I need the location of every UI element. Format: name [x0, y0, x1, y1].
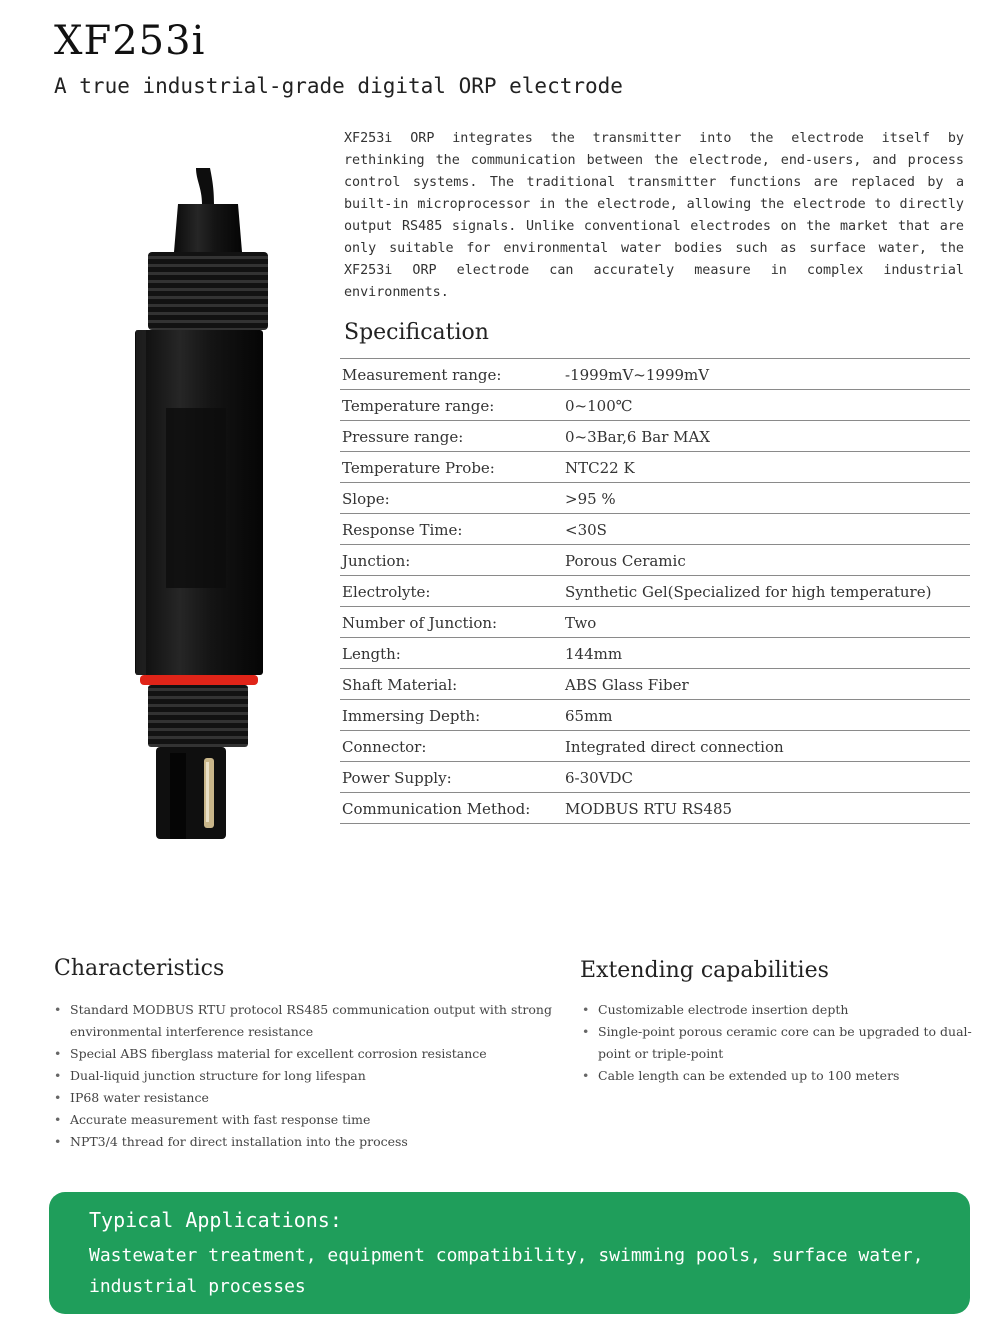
spec-row: [340, 545, 970, 576]
list-item: • Single-point porous ceramic core can be upgraded to dual-point or triple-point: [582, 1021, 977, 1065]
spec-label: Junction:: [342, 552, 411, 570]
spec-row: [340, 359, 970, 390]
list-item: • Special ABS fiberglass material for excellent corrosion resistance: [54, 1043, 559, 1065]
spec-label: Electrolyte:: [342, 583, 431, 601]
spec-label: Immersing Depth:: [342, 707, 481, 725]
list-item: • Standard MODBUS RTU protocol RS485 communication output with strong environmental interference resistance: [54, 999, 559, 1043]
list-item: • Cable length can be extended up to 100 meters: [582, 1065, 977, 1087]
spec-label: Length:: [342, 645, 401, 663]
spec-row: [340, 762, 970, 793]
list-item: • Dual-liquid junction structure for long lifespan: [54, 1065, 559, 1087]
extending-list: [582, 999, 977, 1087]
spec-value: -1999mV~1999mV: [565, 366, 710, 384]
applications-heading: Typical Applications:: [89, 1208, 342, 1232]
spec-label: Measurement range:: [342, 366, 502, 384]
spec-value: MODBUS RTU RS485: [565, 800, 733, 818]
spec-row: [340, 731, 970, 762]
product-subtitle: A true industrial-grade digital ORP electrode: [54, 74, 623, 98]
spec-label: Temperature range:: [342, 397, 495, 415]
spec-row: [340, 669, 970, 700]
spec-value: NTC22 K: [565, 459, 635, 477]
list-item: • Accurate measurement with fast response time: [54, 1109, 559, 1131]
extending-heading: Extending capabilities: [580, 958, 829, 983]
spec-row: [340, 607, 970, 638]
spec-label: Slope:: [342, 490, 390, 508]
list-item: • Customizable electrode insertion depth: [582, 999, 977, 1021]
list-item: • IP68 water resistance: [54, 1087, 559, 1109]
spec-row: [340, 514, 970, 545]
spec-label: Connector:: [342, 738, 427, 756]
spec-label: Temperature Probe:: [342, 459, 495, 477]
spec-label: Number of Junction:: [342, 614, 498, 632]
characteristics-heading: Characteristics: [54, 956, 225, 981]
spec-value: Porous Ceramic: [565, 552, 686, 570]
characteristics-list: [54, 999, 559, 1153]
spec-value: 0~100℃: [565, 397, 633, 415]
spec-value: Two: [565, 614, 597, 632]
electrode-image: [120, 168, 290, 858]
intro-paragraph: XF253i ORP integrates the transmitter into the electrode itself by rethinking the communication between the electrode, end-users, and process control systems. The traditional transmitter functions are replaced by a built-in microprocessor in the electrode, allowing the electrode to directly output RS485 signals. Unlike conventional electrodes on the market that are only suitable for environmental water bodies such as surface water, the XF253i ORP electrode can accurately measure in complex industrial environments.: [344, 131, 964, 300]
spec-label: Response Time:: [342, 521, 463, 539]
spec-value: Synthetic Gel(Specialized for high temperature): [565, 583, 932, 601]
applications-panel: [49, 1192, 970, 1314]
spec-value: ABS Glass Fiber: [565, 676, 689, 694]
spec-value: 144mm: [565, 645, 623, 663]
applications-text: Wastewater treatment, equipment compatibility, swimming pools, surface water, industrial processes: [89, 1245, 924, 1297]
spec-label: Shaft Material:: [342, 676, 458, 694]
spec-label: Power Supply:: [342, 769, 452, 787]
spec-row: [340, 793, 970, 824]
spec-row: [340, 638, 970, 669]
spec-value: 0~3Bar,6 Bar MAX: [565, 428, 710, 446]
list-item: • NPT3/4 thread for direct installation into the process: [54, 1131, 559, 1153]
product-title: XF253i: [54, 18, 206, 64]
spec-row: [340, 421, 970, 452]
spec-value: >95 %: [565, 490, 616, 508]
specification-heading: Specification: [344, 320, 489, 345]
spec-label: Communication Method:: [342, 800, 531, 818]
spec-row: [340, 700, 970, 731]
spec-row: [340, 576, 970, 607]
spec-row: [340, 452, 970, 483]
spec-row: [340, 483, 970, 514]
spec-label: Pressure range:: [342, 428, 464, 446]
spec-value: 6-30VDC: [565, 769, 634, 787]
spec-value: 65mm: [565, 707, 613, 725]
spec-value: <30S: [565, 521, 607, 539]
specification-table: [340, 358, 970, 824]
spec-row: [340, 390, 970, 421]
spec-value: Integrated direct connection: [565, 738, 784, 756]
